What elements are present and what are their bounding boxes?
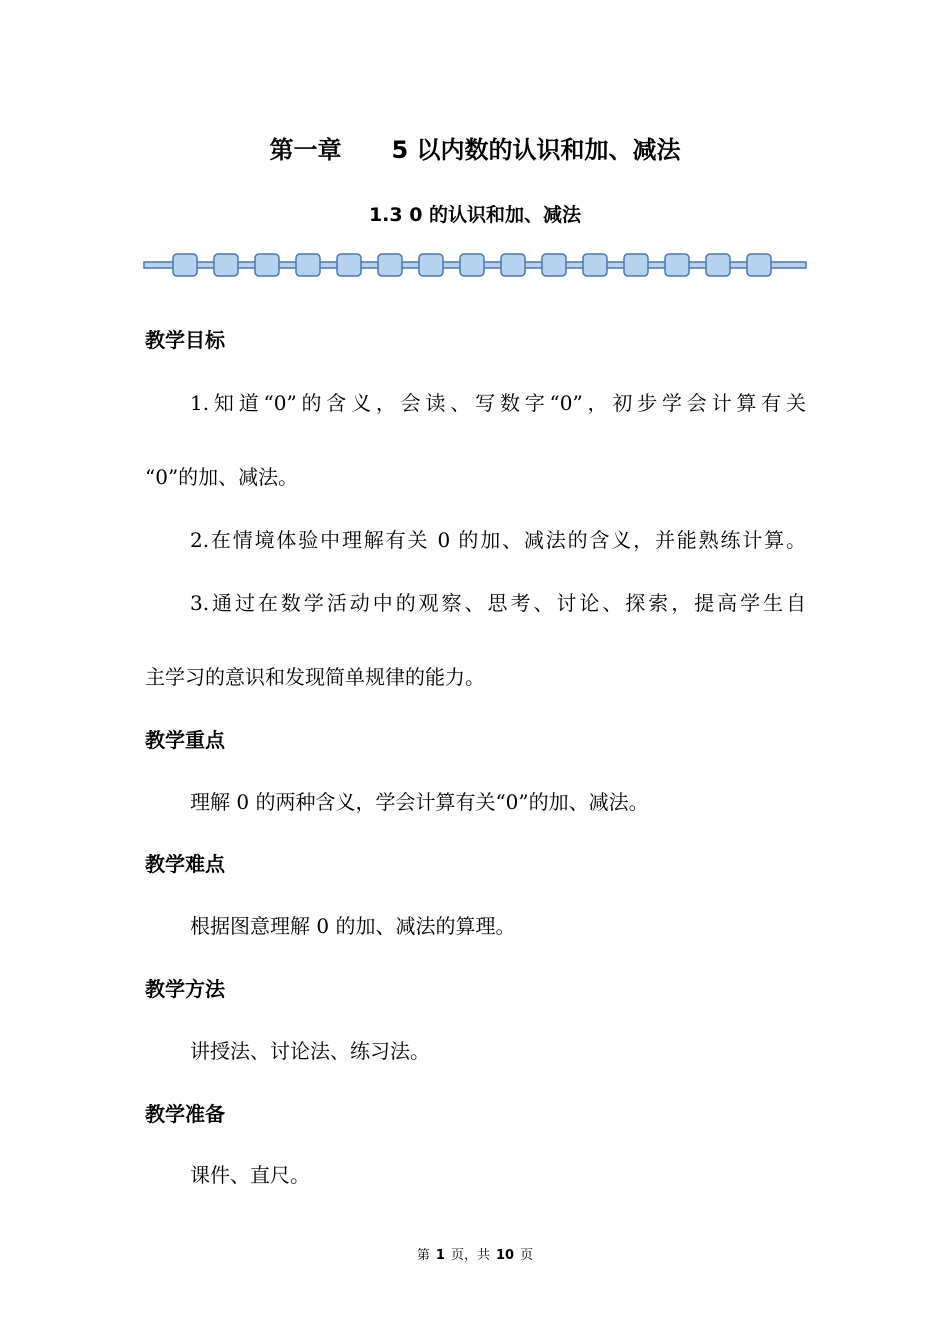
divider-bead (624, 254, 648, 276)
heading-preparation: 教学准备 (145, 1102, 225, 1126)
divider-bead (214, 254, 238, 276)
objective-3-line-2: 主学习的意识和发现简单规律的能力。 (145, 665, 485, 689)
divider-bead (542, 254, 566, 276)
difficulties-text: 根据图意理解 0 的加、减法的算理。 (190, 914, 516, 938)
divider-bead (583, 254, 607, 276)
divider-bead (501, 254, 525, 276)
divider-bead (747, 254, 771, 276)
chapter-label: 第一章 (269, 136, 342, 164)
divider-bead (337, 254, 361, 276)
heading-difficulties: 教学难点 (145, 852, 225, 876)
chapter-title (0, 132, 950, 168)
divider-bead (706, 254, 730, 276)
divider-bead (378, 254, 402, 276)
heading-methods: 教学方法 (145, 977, 225, 1001)
heading-key-points: 教学重点 (145, 728, 225, 752)
objective-1-line-1: 1.知道“0”的含义，会读、写数字“0”，初步学会计算有关 (190, 391, 806, 415)
objective-3-line-1: 3.通过在数学活动中的观察、思考、讨论、探索，提高学生自 (190, 591, 806, 615)
section-title: 1.3 0 的认识和加、减法 (368, 204, 582, 226)
divider-bead (255, 254, 279, 276)
decorative-divider (143, 250, 807, 280)
preparation-text: 课件、直尺。 (190, 1163, 310, 1187)
page-footer (0, 1246, 950, 1266)
objective-2: 2.在情境体验中理解有关 0 的加、减法的含义，并能熟练计算。 (190, 528, 806, 552)
divider-bead (419, 254, 443, 276)
heading-objectives: 教学目标 (145, 328, 225, 352)
methods-text: 讲授法、讨论法、练习法。 (190, 1039, 430, 1063)
objective-1-line-2: “0”的加、减法。 (145, 465, 299, 489)
footer-page-number: 1 (435, 1248, 445, 1263)
footer-total-pages: 10 (495, 1248, 515, 1263)
key-points-text: 理解 0 的两种含义，学会计算有关“0”的加、减法。 (190, 790, 649, 814)
divider-bead (173, 254, 197, 276)
chapter-name: 5 以内数的认识和加、减法 (391, 136, 681, 164)
footer-prefix: 第 (416, 1248, 430, 1263)
footer-suffix: 页 (520, 1248, 534, 1263)
divider-bead (296, 254, 320, 276)
divider-bead (460, 254, 484, 276)
footer-middle: 页，共 (450, 1248, 490, 1263)
divider-bead (665, 254, 689, 276)
